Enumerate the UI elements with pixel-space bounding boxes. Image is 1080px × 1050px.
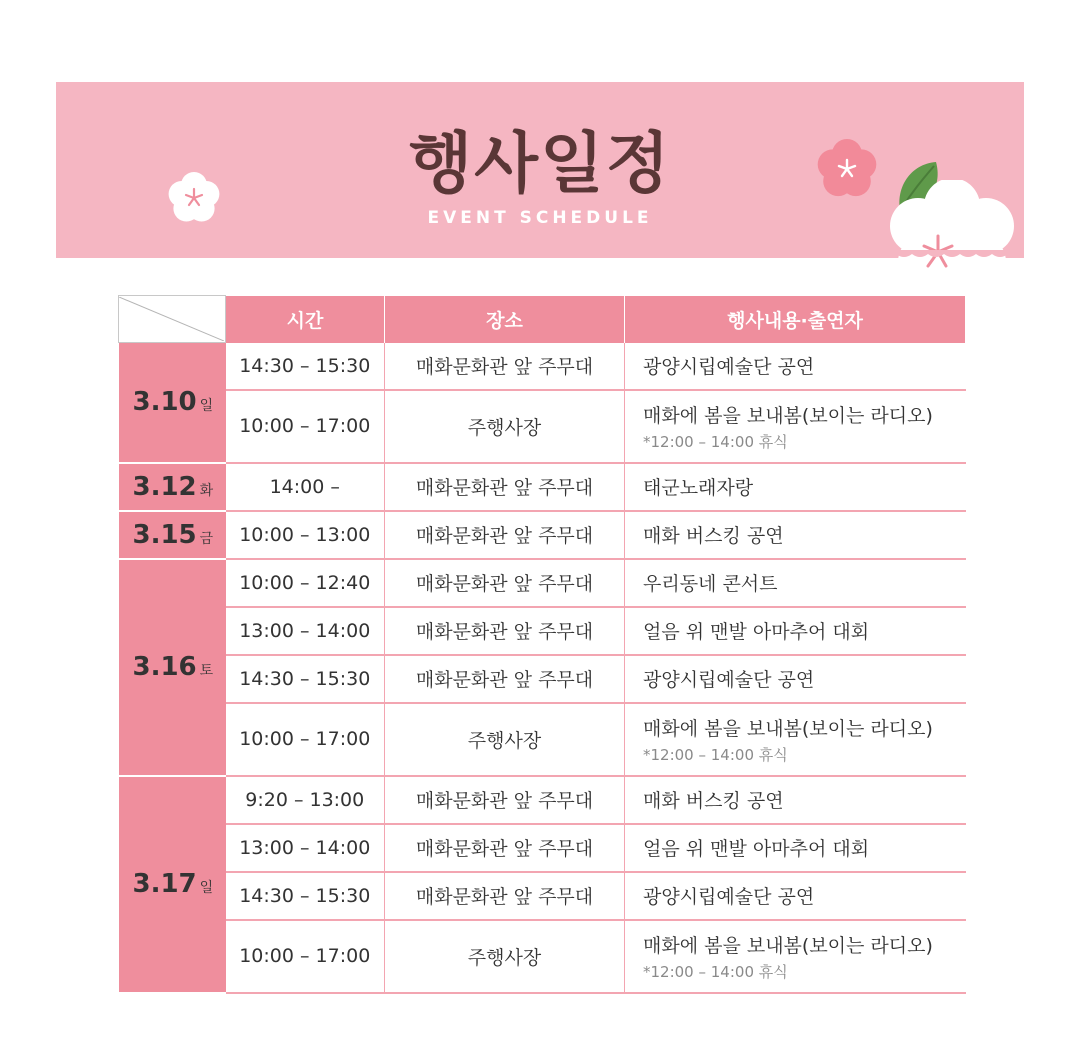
break-note: *12:00 – 14:00 휴식 <box>643 432 788 451</box>
time-cell: 13:00 – 14:00 <box>226 824 385 872</box>
table-row <box>119 559 966 607</box>
time-cell: 10:00 – 12:40 <box>226 559 385 607</box>
place-cell: 매화문화관 앞 주무대 <box>385 655 625 703</box>
place-cell: 매화문화관 앞 주무대 <box>385 824 625 872</box>
table-row <box>119 703 966 776</box>
plum-blossom-icon <box>164 168 224 228</box>
place-cell: 매화문화관 앞 주무대 <box>385 511 625 559</box>
time-cell: 9:20 – 13:00 <box>226 776 385 824</box>
content-cell: 매화에 봄을 보내봄(보이는 라디오) *12:00 – 14:00 휴식 <box>625 703 966 776</box>
content-cell: 얼음 위 맨발 아마추어 대회 <box>625 607 966 655</box>
table-row <box>119 655 966 703</box>
content-cell: 우리동네 콘서트 <box>625 559 966 607</box>
time-cell: 10:00 – 13:00 <box>226 511 385 559</box>
table-row <box>119 511 966 559</box>
table-row <box>119 872 966 920</box>
place-cell: 매화문화관 앞 주무대 <box>385 776 625 824</box>
table-row <box>119 463 966 511</box>
time-cell: 10:00 – 17:00 <box>226 390 385 463</box>
content-cell: 광양시립예술단 공연 <box>625 872 966 920</box>
date-cell: 3.10 일 <box>119 343 226 463</box>
plum-blossom-icon <box>812 134 882 204</box>
table-row <box>119 390 966 463</box>
schedule-table <box>118 295 966 994</box>
content-cell: 매화에 봄을 보내봄(보이는 라디오) *12:00 – 14:00 휴식 <box>625 390 966 463</box>
content-cell: 광양시립예술단 공연 <box>625 655 966 703</box>
time-cell: 14:30 – 15:30 <box>226 655 385 703</box>
place-cell: 매화문화관 앞 주무대 <box>385 463 625 511</box>
place-cell: 주행사장 <box>385 920 625 993</box>
page-title: 행사일정 <box>408 125 672 202</box>
header-place: 장소 <box>385 296 625 343</box>
place-cell: 매화문화관 앞 주무대 <box>385 559 625 607</box>
content-cell: 매화 버스킹 공연 <box>625 511 966 559</box>
content-cell: 얼음 위 맨발 아마추어 대회 <box>625 824 966 872</box>
break-note: *12:00 – 14:00 휴식 <box>643 745 788 764</box>
time-cell: 10:00 – 17:00 <box>226 703 385 776</box>
date-cell: 3.17 일 <box>119 776 226 993</box>
table-row <box>119 607 966 655</box>
banner-wavy-edge <box>56 250 1024 266</box>
page-subtitle: EVENT SCHEDULE <box>427 208 653 228</box>
date-cell: 3.12 화 <box>119 463 226 511</box>
place-cell: 매화문화관 앞 주무대 <box>385 872 625 920</box>
header-time: 시간 <box>226 296 385 343</box>
table-row <box>119 920 966 993</box>
place-cell: 매화문화관 앞 주무대 <box>385 607 625 655</box>
content-cell: 광양시립예술단 공연 <box>625 343 966 390</box>
table-row <box>119 776 966 824</box>
content-cell: 태군노래자랑 <box>625 463 966 511</box>
table-row <box>119 343 966 390</box>
place-cell: 주행사장 <box>385 703 625 776</box>
content-cell: 매화 버스킹 공연 <box>625 776 966 824</box>
diagonal-line <box>119 297 224 341</box>
time-cell: 10:00 – 17:00 <box>226 920 385 993</box>
time-cell: 14:00 – <box>226 463 385 511</box>
place-cell: 매화문화관 앞 주무대 <box>385 343 625 390</box>
content-cell: 매화에 봄을 보내봄(보이는 라디오) *12:00 – 14:00 휴식 <box>625 920 966 993</box>
time-cell: 14:30 – 15:30 <box>226 872 385 920</box>
header-corner-cell <box>119 296 226 343</box>
time-cell: 13:00 – 14:00 <box>226 607 385 655</box>
date-cell: 3.15 금 <box>119 511 226 559</box>
date-cell: 3.16 토 <box>119 559 226 776</box>
table-row <box>119 824 966 872</box>
break-note: *12:00 – 14:00 휴식 <box>643 962 788 981</box>
time-cell: 14:30 – 15:30 <box>226 343 385 390</box>
header-banner <box>56 82 1024 258</box>
place-cell: 주행사장 <box>385 390 625 463</box>
header-content: 행사내용·출연자 <box>625 296 966 343</box>
